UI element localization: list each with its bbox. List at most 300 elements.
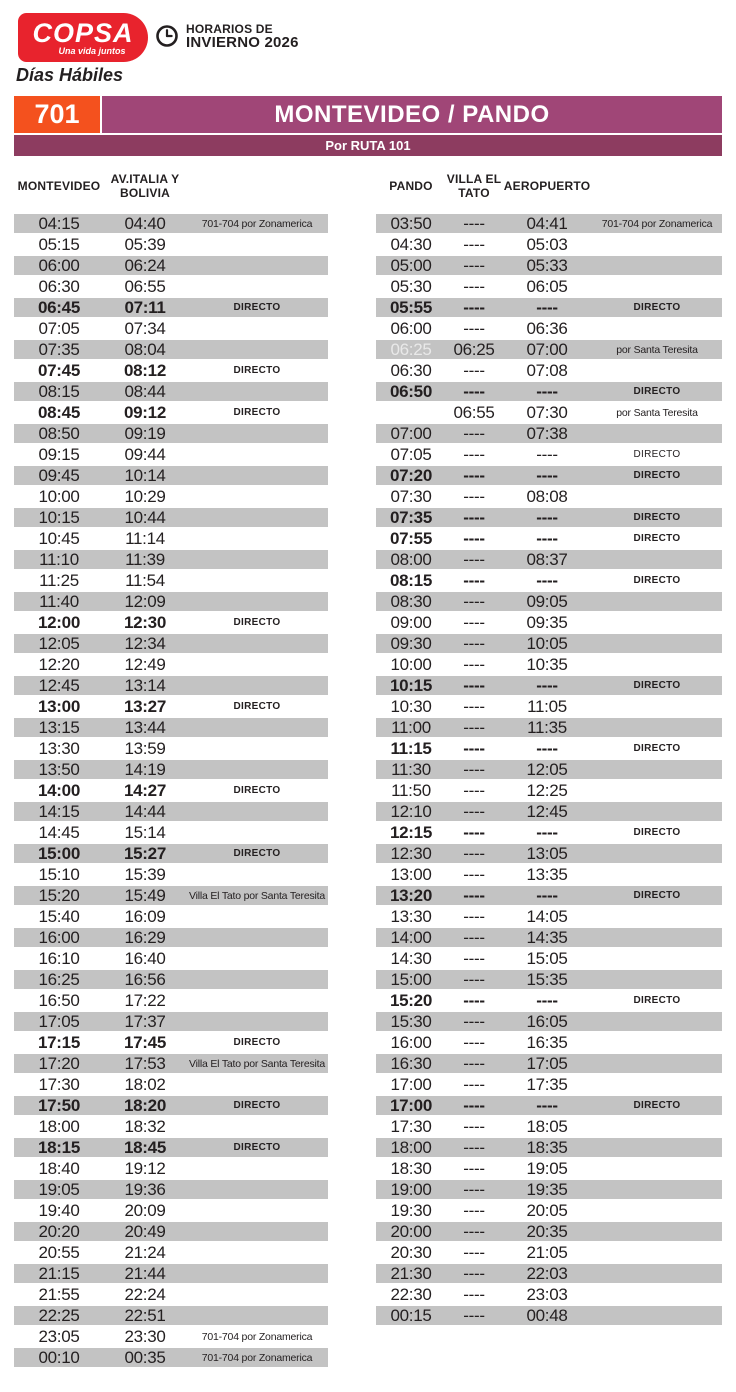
column-header-montevideo: MONTEVIDEO bbox=[17, 178, 101, 193]
montevideo-time-cell: 13:50 bbox=[38, 759, 80, 779]
av-italia-time-cell: 22:51 bbox=[124, 1305, 166, 1325]
pando-time-cell: 15:30 bbox=[390, 1011, 432, 1031]
villa-el-tato-time-cell: ---- bbox=[463, 948, 485, 968]
villa-el-tato-time-cell: 06:25 bbox=[453, 339, 495, 359]
villa-el-tato-time-cell: ---- bbox=[463, 465, 485, 485]
aeropuerto-time-cell: 14:35 bbox=[526, 927, 568, 947]
pando-time-cell: 17:30 bbox=[390, 1116, 432, 1136]
table-row bbox=[376, 549, 722, 570]
montevideo-time-cell: 10:15 bbox=[38, 507, 80, 527]
table-row bbox=[14, 948, 328, 969]
note-cell: DIRECTO bbox=[633, 302, 681, 313]
villa-el-tato-time-cell: ---- bbox=[463, 1074, 485, 1094]
return-table-header bbox=[376, 158, 722, 213]
note-cell: Villa El Tato por Santa Teresita bbox=[188, 1057, 326, 1070]
av-italia-time-cell: 04:40 bbox=[124, 213, 166, 233]
av-italia-time-cell: 16:56 bbox=[124, 969, 166, 989]
aeropuerto-time-cell: 07:38 bbox=[526, 423, 568, 443]
aeropuerto-time-cell: 19:35 bbox=[526, 1179, 568, 1199]
montevideo-time-cell: 06:45 bbox=[38, 297, 80, 317]
table-row bbox=[14, 255, 328, 276]
table-row bbox=[376, 822, 722, 843]
av-italia-time-cell: 15:39 bbox=[124, 864, 166, 884]
av-italia-time-cell: 10:29 bbox=[124, 486, 166, 506]
table-row bbox=[376, 213, 722, 234]
av-italia-time-cell: 16:29 bbox=[124, 927, 166, 947]
note-cell: DIRECTO bbox=[233, 1037, 281, 1048]
montevideo-time-cell: 16:10 bbox=[38, 948, 80, 968]
aeropuerto-time-cell: ---- bbox=[536, 465, 558, 485]
pando-time-cell: 00:15 bbox=[390, 1305, 432, 1325]
table-row bbox=[376, 864, 722, 885]
montevideo-time-cell: 06:00 bbox=[38, 255, 80, 275]
aeropuerto-time-cell: 18:05 bbox=[526, 1116, 568, 1136]
note-cell: DIRECTO bbox=[633, 575, 681, 586]
table-row bbox=[14, 339, 328, 360]
montevideo-time-cell: 17:20 bbox=[38, 1053, 80, 1073]
season-line2: INVIERNO 2026 bbox=[186, 34, 299, 51]
montevideo-time-cell: 17:50 bbox=[38, 1095, 80, 1115]
pando-time-cell: 07:30 bbox=[390, 486, 432, 506]
table-row bbox=[14, 885, 328, 906]
table-row bbox=[376, 507, 722, 528]
outbound-table-body bbox=[14, 213, 328, 1368]
aeropuerto-time-cell: 07:30 bbox=[526, 402, 568, 422]
montevideo-time-cell: 06:30 bbox=[38, 276, 80, 296]
aeropuerto-time-cell: 11:35 bbox=[527, 717, 567, 737]
pando-time-cell: 04:30 bbox=[390, 234, 432, 254]
column-header-villa-el-tato: VILLA EL TATO bbox=[446, 171, 502, 200]
av-italia-time-cell: 21:24 bbox=[124, 1242, 166, 1262]
pando-time-cell: 17:00 bbox=[390, 1074, 432, 1094]
table-row bbox=[14, 1032, 328, 1053]
villa-el-tato-time-cell: ---- bbox=[463, 864, 485, 884]
table-row bbox=[14, 759, 328, 780]
aeropuerto-time-cell: ---- bbox=[536, 570, 558, 590]
pando-time-cell: 07:35 bbox=[390, 507, 432, 527]
logo-tagline: Una vida juntos bbox=[58, 45, 126, 56]
villa-el-tato-time-cell: ---- bbox=[463, 969, 485, 989]
table-row bbox=[14, 717, 328, 738]
route-banner-top bbox=[14, 96, 722, 133]
route-subtitle-bar: Por RUTA 101 bbox=[14, 135, 722, 156]
av-italia-time-cell: 13:44 bbox=[124, 717, 166, 737]
av-italia-time-cell: 11:14 bbox=[125, 528, 165, 548]
pando-time-cell: 15:00 bbox=[390, 969, 432, 989]
av-italia-time-cell: 09:44 bbox=[124, 444, 166, 464]
villa-el-tato-time-cell: ---- bbox=[463, 738, 485, 758]
av-italia-time-cell: 18:02 bbox=[124, 1074, 166, 1094]
villa-el-tato-time-cell: ---- bbox=[463, 654, 485, 674]
montevideo-time-cell: 11:10 bbox=[39, 549, 79, 569]
aeropuerto-time-cell: 07:08 bbox=[526, 360, 568, 380]
pando-time-cell: 07:55 bbox=[390, 528, 432, 548]
table-row bbox=[14, 843, 328, 864]
pando-time-cell: 20:30 bbox=[390, 1242, 432, 1262]
table-row bbox=[14, 213, 328, 234]
note-cell: DIRECTO bbox=[633, 449, 681, 460]
pando-time-cell: 08:15 bbox=[390, 570, 432, 590]
route-number-badge: 701 bbox=[14, 96, 102, 133]
av-italia-time-cell: 17:22 bbox=[124, 990, 166, 1010]
av-italia-time-cell: 15:49 bbox=[124, 885, 166, 905]
note-cell: DIRECTO bbox=[233, 365, 281, 376]
montevideo-time-cell: 15:40 bbox=[38, 906, 80, 926]
table-row bbox=[14, 1221, 328, 1242]
table-row bbox=[376, 696, 722, 717]
av-italia-time-cell: 21:44 bbox=[124, 1263, 166, 1283]
table-row bbox=[376, 1074, 722, 1095]
season-header bbox=[155, 22, 299, 50]
column-header-aeropuerto: AEROPUERTO bbox=[503, 178, 591, 193]
av-italia-time-cell: 18:20 bbox=[124, 1095, 166, 1115]
montevideo-time-cell: 08:50 bbox=[38, 423, 80, 443]
montevideo-time-cell: 10:45 bbox=[38, 528, 80, 548]
aeropuerto-time-cell: 17:05 bbox=[526, 1053, 568, 1073]
villa-el-tato-time-cell: ---- bbox=[463, 276, 485, 296]
table-row bbox=[376, 675, 722, 696]
table-row bbox=[14, 297, 328, 318]
aeropuerto-time-cell: 08:08 bbox=[526, 486, 568, 506]
note-cell: DIRECTO bbox=[633, 386, 681, 397]
column-header-pando: PANDO bbox=[389, 178, 433, 193]
av-italia-time-cell: 12:09 bbox=[124, 591, 166, 611]
villa-el-tato-time-cell: ---- bbox=[463, 1011, 485, 1031]
aeropuerto-time-cell: ---- bbox=[536, 1095, 558, 1115]
table-row bbox=[376, 1284, 722, 1305]
table-row bbox=[14, 990, 328, 1011]
villa-el-tato-time-cell: ---- bbox=[463, 570, 485, 590]
aeropuerto-time-cell: 09:35 bbox=[526, 612, 568, 632]
pando-time-cell: 05:55 bbox=[390, 297, 432, 317]
villa-el-tato-time-cell: ---- bbox=[463, 675, 485, 695]
table-row bbox=[14, 612, 328, 633]
pando-time-cell: 18:30 bbox=[390, 1158, 432, 1178]
pando-time-cell: 15:20 bbox=[390, 990, 432, 1010]
av-italia-time-cell: 16:09 bbox=[124, 906, 166, 926]
aeropuerto-time-cell: 06:36 bbox=[526, 318, 568, 338]
villa-el-tato-time-cell: ---- bbox=[463, 591, 485, 611]
table-row bbox=[14, 1347, 328, 1368]
note-cell: 701-704 por Zonamerica bbox=[201, 217, 313, 230]
villa-el-tato-time-cell: ---- bbox=[463, 318, 485, 338]
montevideo-time-cell: 16:50 bbox=[38, 990, 80, 1010]
table-row bbox=[376, 486, 722, 507]
note-cell: 701-704 por Zonamerica bbox=[201, 1351, 313, 1364]
aeropuerto-time-cell: 20:35 bbox=[526, 1221, 568, 1241]
av-italia-time-cell: 13:14 bbox=[124, 675, 166, 695]
copsa-logo bbox=[18, 13, 148, 62]
pando-time-cell: 09:00 bbox=[390, 612, 432, 632]
pando-time-cell: 11:00 bbox=[391, 717, 431, 737]
table-row bbox=[376, 276, 722, 297]
pando-time-cell: 18:00 bbox=[390, 1137, 432, 1157]
villa-el-tato-time-cell: ---- bbox=[463, 843, 485, 863]
aeropuerto-time-cell: ---- bbox=[536, 675, 558, 695]
av-italia-time-cell: 18:32 bbox=[124, 1116, 166, 1136]
return-table bbox=[376, 158, 722, 1326]
table-row bbox=[14, 801, 328, 822]
montevideo-time-cell: 12:20 bbox=[38, 654, 80, 674]
av-italia-time-cell: 08:12 bbox=[124, 360, 166, 380]
table-row bbox=[14, 549, 328, 570]
av-italia-time-cell: 06:24 bbox=[124, 255, 166, 275]
table-row bbox=[14, 1326, 328, 1347]
av-italia-time-cell: 06:55 bbox=[124, 276, 166, 296]
pando-time-cell: 08:30 bbox=[390, 591, 432, 611]
villa-el-tato-time-cell: ---- bbox=[463, 1200, 485, 1220]
av-italia-time-cell: 14:27 bbox=[124, 780, 166, 800]
montevideo-time-cell: 18:00 bbox=[38, 1116, 80, 1136]
table-row bbox=[376, 528, 722, 549]
table-row bbox=[14, 486, 328, 507]
montevideo-time-cell: 00:10 bbox=[38, 1347, 80, 1367]
aeropuerto-time-cell: 12:25 bbox=[526, 780, 568, 800]
pando-time-cell: 22:30 bbox=[390, 1284, 432, 1304]
table-row bbox=[376, 1242, 722, 1263]
av-italia-time-cell: 20:09 bbox=[124, 1200, 166, 1220]
table-row bbox=[14, 927, 328, 948]
route-title: MONTEVIDEO / PANDO bbox=[274, 100, 550, 128]
montevideo-time-cell: 08:45 bbox=[38, 402, 80, 422]
villa-el-tato-time-cell: ---- bbox=[463, 1137, 485, 1157]
season-line1: HORARIOS DE bbox=[186, 22, 273, 36]
table-row bbox=[14, 738, 328, 759]
pando-time-cell: 10:30 bbox=[390, 696, 432, 716]
table-row bbox=[14, 528, 328, 549]
villa-el-tato-time-cell: ---- bbox=[463, 822, 485, 842]
montevideo-time-cell: 07:05 bbox=[38, 318, 80, 338]
table-row bbox=[376, 381, 722, 402]
aeropuerto-time-cell: 13:05 bbox=[526, 843, 568, 863]
aeropuerto-time-cell: 16:05 bbox=[526, 1011, 568, 1031]
villa-el-tato-time-cell: ---- bbox=[463, 297, 485, 317]
villa-el-tato-time-cell: ---- bbox=[463, 1053, 485, 1073]
pando-time-cell: 06:25 bbox=[390, 339, 432, 359]
table-row bbox=[14, 423, 328, 444]
villa-el-tato-time-cell: ---- bbox=[463, 759, 485, 779]
villa-el-tato-time-cell: ---- bbox=[463, 633, 485, 653]
montevideo-time-cell: 10:00 bbox=[38, 486, 80, 506]
aeropuerto-time-cell: 00:48 bbox=[526, 1305, 568, 1325]
montevideo-time-cell: 07:35 bbox=[38, 339, 80, 359]
villa-el-tato-time-cell: ---- bbox=[463, 234, 485, 254]
av-italia-time-cell: 22:24 bbox=[124, 1284, 166, 1304]
table-row bbox=[14, 318, 328, 339]
aeropuerto-time-cell: 16:35 bbox=[526, 1032, 568, 1052]
table-row bbox=[14, 654, 328, 675]
pando-time-cell: 11:30 bbox=[391, 759, 431, 779]
table-row bbox=[376, 906, 722, 927]
table-row bbox=[376, 1179, 722, 1200]
villa-el-tato-time-cell: ---- bbox=[463, 213, 485, 233]
note-cell: por Santa Teresita bbox=[616, 343, 698, 356]
note-cell: DIRECTO bbox=[633, 470, 681, 481]
table-row bbox=[376, 990, 722, 1011]
av-italia-time-cell: 15:27 bbox=[124, 843, 166, 863]
montevideo-time-cell: 13:15 bbox=[38, 717, 80, 737]
table-row bbox=[14, 1263, 328, 1284]
montevideo-time-cell: 11:40 bbox=[39, 591, 79, 611]
table-row bbox=[376, 1116, 722, 1137]
table-row bbox=[14, 1137, 328, 1158]
pando-time-cell: 06:50 bbox=[390, 381, 432, 401]
montevideo-time-cell: 13:30 bbox=[38, 738, 80, 758]
aeropuerto-time-cell: 14:05 bbox=[526, 906, 568, 926]
pando-time-cell: 07:00 bbox=[390, 423, 432, 443]
villa-el-tato-time-cell: ---- bbox=[463, 1158, 485, 1178]
aeropuerto-time-cell: 11:05 bbox=[527, 696, 567, 716]
montevideo-time-cell: 09:45 bbox=[38, 465, 80, 485]
table-row bbox=[376, 465, 722, 486]
aeropuerto-time-cell: 20:05 bbox=[526, 1200, 568, 1220]
note-cell: DIRECTO bbox=[633, 827, 681, 838]
av-italia-time-cell: 13:27 bbox=[124, 696, 166, 716]
aeropuerto-time-cell: ---- bbox=[536, 990, 558, 1010]
pando-time-cell: 09:30 bbox=[390, 633, 432, 653]
table-row bbox=[14, 864, 328, 885]
table-row bbox=[376, 780, 722, 801]
pando-time-cell: 13:30 bbox=[390, 906, 432, 926]
table-row bbox=[376, 339, 722, 360]
table-row bbox=[376, 360, 722, 381]
pando-time-cell: 21:30 bbox=[390, 1263, 432, 1283]
table-row bbox=[14, 1200, 328, 1221]
av-italia-time-cell: 07:11 bbox=[124, 297, 166, 317]
aeropuerto-time-cell: 21:05 bbox=[526, 1242, 568, 1262]
montevideo-time-cell: 12:00 bbox=[38, 612, 80, 632]
table-row bbox=[14, 402, 328, 423]
table-row bbox=[376, 927, 722, 948]
pando-time-cell: 08:00 bbox=[390, 549, 432, 569]
table-row bbox=[376, 402, 722, 423]
table-row bbox=[14, 276, 328, 297]
table-row bbox=[376, 423, 722, 444]
villa-el-tato-time-cell: ---- bbox=[463, 1179, 485, 1199]
table-row bbox=[376, 234, 722, 255]
montevideo-time-cell: 12:45 bbox=[38, 675, 80, 695]
pando-time-cell: 12:30 bbox=[390, 843, 432, 863]
note-cell: DIRECTO bbox=[633, 680, 681, 691]
note-cell: Villa El Tato por Santa Teresita bbox=[188, 889, 326, 902]
villa-el-tato-time-cell: ---- bbox=[463, 801, 485, 821]
logo-name: COPSA bbox=[32, 17, 134, 48]
pando-time-cell: 10:15 bbox=[390, 675, 432, 695]
table-row bbox=[376, 738, 722, 759]
montevideo-time-cell: 15:00 bbox=[38, 843, 80, 863]
table-row bbox=[14, 465, 328, 486]
aeropuerto-time-cell: 12:05 bbox=[526, 759, 568, 779]
pando-time-cell: 05:30 bbox=[390, 276, 432, 296]
table-row bbox=[14, 591, 328, 612]
aeropuerto-time-cell: ---- bbox=[536, 381, 558, 401]
table-row bbox=[376, 759, 722, 780]
aeropuerto-time-cell: 07:00 bbox=[526, 339, 568, 359]
note-cell: DIRECTO bbox=[233, 407, 281, 418]
av-italia-time-cell: 00:35 bbox=[124, 1347, 166, 1367]
table-row bbox=[376, 1011, 722, 1032]
villa-el-tato-time-cell: ---- bbox=[463, 1284, 485, 1304]
table-row bbox=[14, 696, 328, 717]
aeropuerto-time-cell: ---- bbox=[536, 885, 558, 905]
montevideo-time-cell: 14:00 bbox=[38, 780, 80, 800]
montevideo-time-cell: 08:15 bbox=[38, 381, 80, 401]
aeropuerto-time-cell: 22:03 bbox=[526, 1263, 568, 1283]
aeropuerto-time-cell: 10:35 bbox=[526, 654, 568, 674]
av-italia-time-cell: 19:12 bbox=[124, 1158, 166, 1178]
aeropuerto-time-cell: ---- bbox=[536, 444, 558, 464]
pando-time-cell: 13:20 bbox=[390, 885, 432, 905]
pando-time-cell: 20:00 bbox=[390, 1221, 432, 1241]
table-row bbox=[14, 1242, 328, 1263]
aeropuerto-time-cell: 17:35 bbox=[526, 1074, 568, 1094]
montevideo-time-cell: 19:05 bbox=[38, 1179, 80, 1199]
pando-time-cell: 12:15 bbox=[390, 822, 432, 842]
montevideo-time-cell: 22:25 bbox=[38, 1305, 80, 1325]
table-row bbox=[376, 318, 722, 339]
av-italia-time-cell: 17:37 bbox=[124, 1011, 166, 1031]
aeropuerto-time-cell: ---- bbox=[536, 528, 558, 548]
pando-time-cell: 06:00 bbox=[390, 318, 432, 338]
aeropuerto-time-cell: ---- bbox=[536, 507, 558, 527]
pando-time-cell: 16:00 bbox=[390, 1032, 432, 1052]
villa-el-tato-time-cell: ---- bbox=[463, 1263, 485, 1283]
table-row bbox=[376, 297, 722, 318]
villa-el-tato-time-cell: ---- bbox=[463, 423, 485, 443]
montevideo-time-cell: 17:05 bbox=[38, 1011, 80, 1031]
av-italia-time-cell: 05:39 bbox=[124, 234, 166, 254]
av-italia-time-cell: 16:40 bbox=[124, 948, 166, 968]
table-row bbox=[376, 1221, 722, 1242]
av-italia-time-cell: 17:45 bbox=[124, 1032, 166, 1052]
table-row bbox=[376, 885, 722, 906]
pando-time-cell: 17:00 bbox=[390, 1095, 432, 1115]
aeropuerto-time-cell: ---- bbox=[536, 822, 558, 842]
villa-el-tato-time-cell: ---- bbox=[463, 507, 485, 527]
table-row bbox=[14, 969, 328, 990]
pando-time-cell: 16:30 bbox=[390, 1053, 432, 1073]
aeropuerto-time-cell: 23:03 bbox=[526, 1284, 568, 1304]
pando-time-cell: 19:30 bbox=[390, 1200, 432, 1220]
montevideo-time-cell: 18:40 bbox=[38, 1158, 80, 1178]
av-italia-time-cell: 10:14 bbox=[124, 465, 166, 485]
av-italia-time-cell: 17:53 bbox=[124, 1053, 166, 1073]
montevideo-time-cell: 17:30 bbox=[38, 1074, 80, 1094]
av-italia-time-cell: 12:30 bbox=[124, 612, 166, 632]
table-row bbox=[14, 507, 328, 528]
note-cell: 701-704 por Zonamerica bbox=[201, 1330, 313, 1343]
montevideo-time-cell: 19:40 bbox=[38, 1200, 80, 1220]
pando-time-cell: 12:10 bbox=[390, 801, 432, 821]
villa-el-tato-time-cell: ---- bbox=[463, 381, 485, 401]
day-type-heading: Días Hábiles bbox=[16, 65, 124, 85]
villa-el-tato-time-cell: ---- bbox=[463, 885, 485, 905]
villa-el-tato-time-cell: ---- bbox=[463, 444, 485, 464]
pando-time-cell: 14:00 bbox=[390, 927, 432, 947]
note-cell: DIRECTO bbox=[233, 617, 281, 628]
av-italia-time-cell: 14:19 bbox=[124, 759, 166, 779]
table-row bbox=[376, 1263, 722, 1284]
table-row bbox=[14, 1011, 328, 1032]
villa-el-tato-time-cell: ---- bbox=[463, 1305, 485, 1325]
aeropuerto-time-cell: 09:05 bbox=[526, 591, 568, 611]
villa-el-tato-time-cell: ---- bbox=[463, 1116, 485, 1136]
table-row bbox=[376, 444, 722, 465]
aeropuerto-time-cell: 18:35 bbox=[526, 1137, 568, 1157]
villa-el-tato-time-cell: ---- bbox=[463, 1221, 485, 1241]
table-row bbox=[376, 255, 722, 276]
montevideo-time-cell: 23:05 bbox=[38, 1326, 80, 1346]
